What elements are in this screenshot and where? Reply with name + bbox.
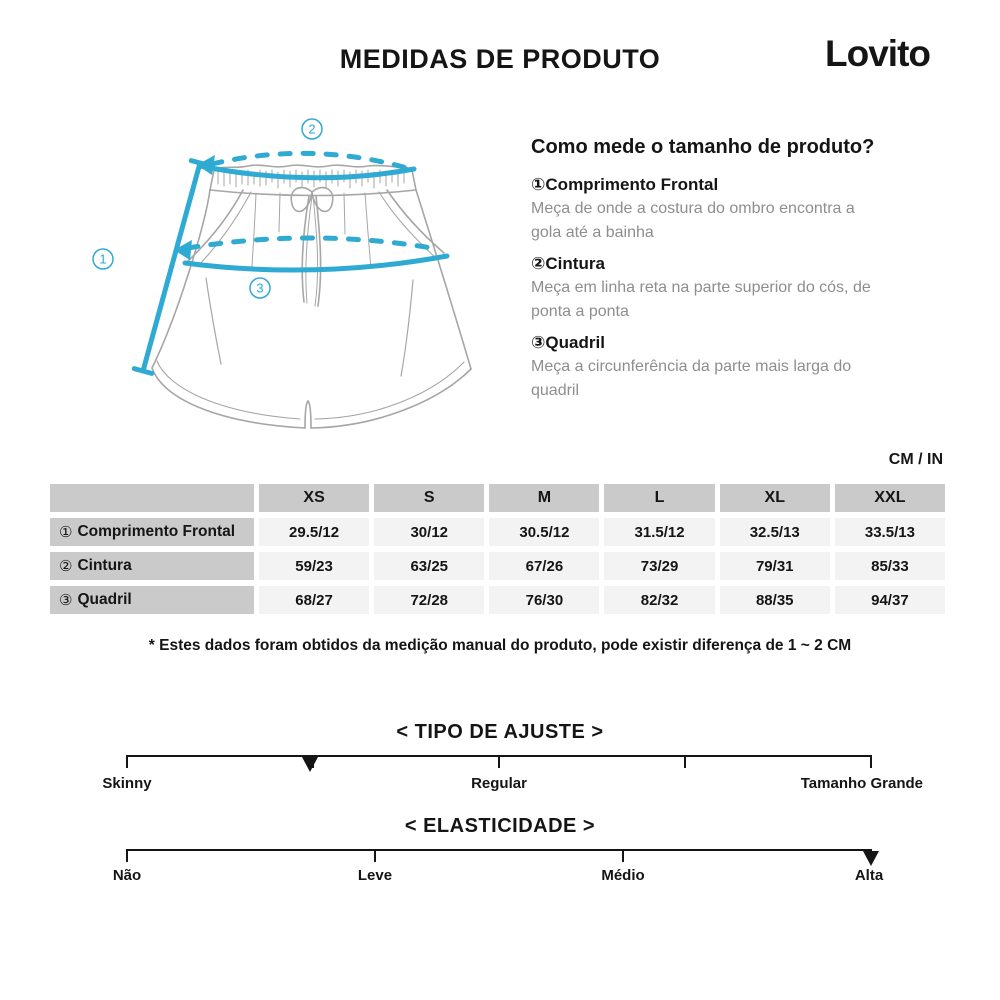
fit-type-title: < TIPO DE AJUSTE >: [396, 721, 604, 743]
elasticity-line: [127, 849, 871, 851]
value-cell: 72/28: [374, 586, 484, 614]
howto-item-1-label: Comprimento Frontal: [545, 175, 719, 194]
value-cell: 82/32: [604, 586, 714, 614]
fit-label-tamanho-grande: Tamanho Grande: [800, 775, 923, 792]
value-cell: 30/12: [374, 518, 484, 546]
bow-right-loop: [312, 188, 333, 212]
value-cell: 30.5/12: [489, 518, 599, 546]
row-label-waist: [50, 552, 254, 580]
row-3-label: Quadril: [77, 591, 132, 608]
size-table: [50, 484, 945, 614]
howto-title: Como mede o tamanho de produto?: [531, 136, 875, 158]
fit-type-slider: [127, 755, 871, 769]
row-2-label: Cintura: [77, 557, 132, 574]
tick: [126, 849, 128, 862]
tick: [498, 755, 500, 768]
value-cell: 31.5/12: [604, 518, 714, 546]
fit-label-regular: Regular: [471, 775, 527, 792]
tick: [126, 755, 128, 768]
hip-dashed-arc: [188, 238, 432, 248]
value-cell: 73/29: [604, 552, 714, 580]
howto-item-2-desc: Meça em linha reta na parte superior do cós, de ponta a ponta: [531, 279, 871, 320]
measurement-disclaimer: * Estes dados foram obtidos da medição manual do produto, pode existir diferença de 1 ~ 2 CM: [148, 637, 852, 654]
elasticity-title: < ELASTICIDADE >: [404, 815, 596, 837]
value-cell: 32.5/13: [720, 518, 830, 546]
elasticity-label-nao: Não: [112, 867, 142, 884]
value-cell: 67/26: [489, 552, 599, 580]
tick: [684, 755, 686, 768]
value-cell: 85/33: [835, 552, 945, 580]
howto-item-1-title: [531, 173, 931, 197]
size-col-header-l: L: [604, 484, 714, 512]
row-1-num: ①: [59, 524, 73, 541]
fit-type-marker-icon: [302, 757, 318, 772]
howto-item-2-label: Cintura: [545, 254, 605, 273]
row-label-front-length: [50, 518, 254, 546]
shorts-outline: [152, 165, 471, 428]
elasticity-label-medio: Médio: [601, 867, 645, 884]
size-col-header-xxl: XXL: [835, 484, 945, 512]
row-label-hip: [50, 586, 254, 614]
howto-item-2-num: ②: [531, 254, 546, 273]
elasticity-marker-icon: [863, 851, 879, 866]
howto-section: [531, 136, 931, 403]
annotation-1-badge: 1: [99, 251, 107, 267]
table-corner-cell: [50, 484, 254, 512]
annotation-3-badge: 3: [256, 280, 264, 296]
row-3-num: ③: [59, 592, 73, 609]
value-cell: 76/30: [489, 586, 599, 614]
elasticity-slider: [127, 849, 871, 863]
tick: [622, 849, 624, 862]
howto-item-1-desc: Meça de onde a costura do ombro encontra a gola até a bainha: [531, 200, 855, 241]
value-cell: 88/35: [720, 586, 830, 614]
unit-label: CM / IN: [888, 451, 943, 468]
measurement-annotations: [134, 153, 447, 373]
fit-type-labels: [0, 775, 1000, 795]
hip-solid-arc: [185, 256, 447, 270]
size-col-header-m: M: [489, 484, 599, 512]
howto-item-1-num: ①: [531, 175, 546, 194]
tick: [374, 849, 376, 862]
howto-item-3-title: [531, 331, 931, 355]
size-col-header-xl: XL: [720, 484, 830, 512]
value-cell: 59/23: [259, 552, 369, 580]
page-title: MEDIDAS DE PRODUTO: [339, 44, 661, 74]
value-cell: 29.5/12: [259, 518, 369, 546]
howto-item-3-desc: Meça a circunferência da parte mais larga do quadril: [531, 358, 852, 399]
value-cell: 94/37: [835, 586, 945, 614]
lovito-logo: Lovito: [825, 33, 930, 74]
fit-label-skinny: Skinny: [102, 775, 152, 792]
annotation-2-badge: 2: [308, 121, 316, 137]
size-col-header-s: S: [374, 484, 484, 512]
elasticity-label-leve: Leve: [357, 867, 393, 884]
tick: [870, 755, 872, 768]
value-cell: 79/31: [720, 552, 830, 580]
elasticity-label-alta: Alta: [854, 867, 884, 884]
howto-item-3-label: Quadril: [545, 333, 605, 352]
row-1-label: Comprimento Frontal: [77, 523, 236, 540]
shorts-line-art: [60, 100, 520, 450]
howto-item-3-num: ③: [531, 333, 546, 352]
row-2-num: ②: [59, 558, 73, 575]
shorts-illustration: [60, 100, 520, 450]
value-cell: 33.5/13: [835, 518, 945, 546]
elasticity-labels: [0, 867, 1000, 887]
size-col-header-xs: XS: [259, 484, 369, 512]
value-cell: 68/27: [259, 586, 369, 614]
length-measure-line: [143, 163, 200, 371]
howto-item-2-title: [531, 252, 931, 276]
value-cell: 63/25: [374, 552, 484, 580]
